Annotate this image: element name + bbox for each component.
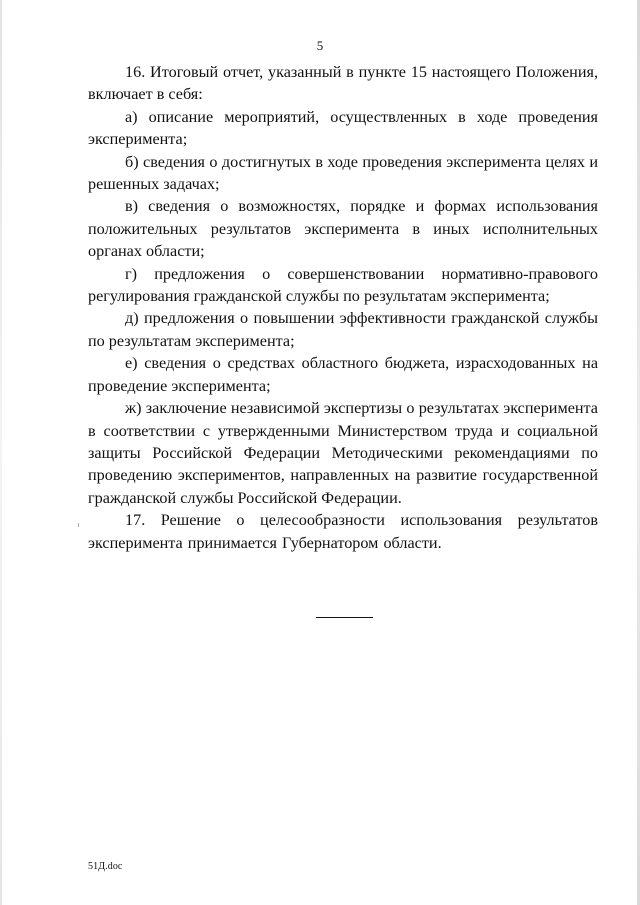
scan-mark — [78, 523, 79, 527]
paragraph-17: 17. Решение о целесообразности использования результатов эксперимента принимается Губернатором области. — [88, 511, 598, 552]
page-number: 5 — [316, 38, 324, 53]
closing-rule-line — [316, 617, 373, 618]
paragraph-item-g: г) предложения о совершенствовании нормативно-правового регулирования гражданской службы по результатам эксперимента; — [88, 264, 598, 306]
paragraph-item-v: в) сведения о возможностях, порядке и формах использования положительных результатов эксперимента в иных исполнительных органах области; — [88, 197, 598, 261]
scan-edge-left — [0, 0, 2, 905]
paragraph-item-a: а) описание мероприятий, осуществленных в ходе проведения эксперимента; — [88, 107, 598, 149]
paragraph-item-b: б) сведения о достигнутых в ходе проведения эксперимента целях и решенных задачах; — [88, 152, 598, 194]
footer-filename: 51Д.doc — [88, 861, 123, 872]
paragraph-item-d: д) предложения о повышении эффективности гражданской службы по результатам эксперимента; — [88, 309, 598, 350]
document-body — [88, 61, 598, 554]
paragraph-item-zh: ж) заключение независимой экспертизы о результатах эксперимента в соответствии с утвержденными Министерством труда и социальной защиты Российской Федерации Методическими рекомендациями по проведению экспериментов, направленных на развитие государственной гражданской службы Российской Федерации. — [88, 399, 598, 507]
paragraph-item-e: е) сведения о средствах областного бюджета, израсходованных на проведение эксперимента; — [88, 354, 598, 395]
paragraph-16: 16. Итоговый отчет, указанный в пункте 15 настоящего Положения, включает в себя: — [88, 63, 598, 104]
